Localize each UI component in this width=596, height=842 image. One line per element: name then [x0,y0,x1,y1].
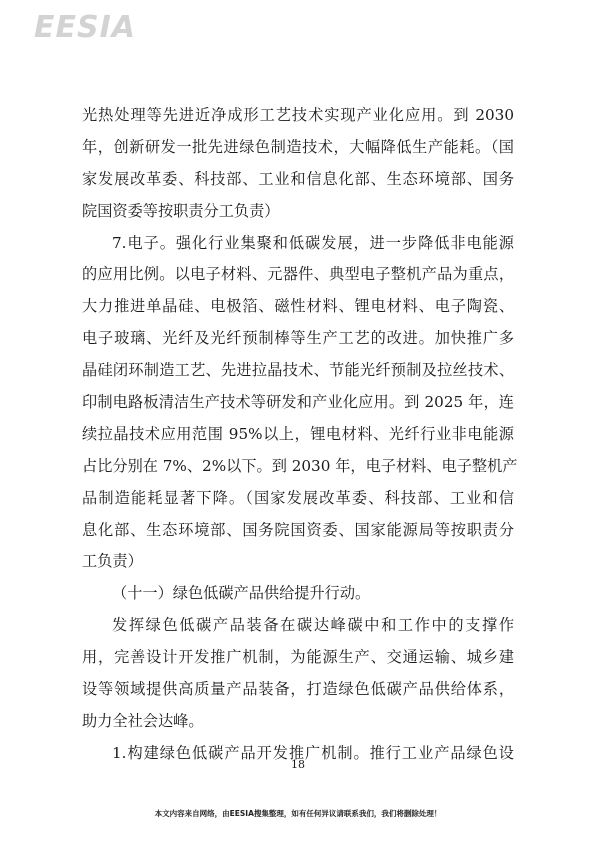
page-number: 18 [291,758,305,771]
text-line: 续拉晶技术应用范围 95%以上，锂电材料、光纤行业非电能源 [82,424,514,443]
text-line: 息化部、生态环境部、国务院国资委、国家能源局等按职责分 [82,520,514,539]
text-line: 大力推进单晶硅、电极箔、磁性材料、锂电材料、电子陶瓷、 [82,297,514,316]
text-line: 1.构建绿色低碳产品开发推广机制。推行工业产品绿色设 [112,743,514,762]
text-line: 印制电路板清洁生产技术等研发和产业化应用。到 2025 年，连 [82,393,514,412]
text-line: 品制造能耗显著下降。（国家发展改革委、科技部、工业和信 [82,488,514,507]
text-line: 助力全社会达峰。 [82,711,204,730]
text-line: 年，创新研发一批先进绿色制造技术，大幅降低生产能耗。（国 [82,137,514,156]
text-line: 的应用比例。以电子材料、元器件、典型电子整机产品为重点， [82,265,514,284]
text-line: 设等领域提供高质量产品装备，打造绿色低碳产品供给体系， [82,680,514,699]
eesia-watermark-logo: EESIA [34,10,136,45]
text-line: 家发展改革委、科技部、工业和信息化部、生态环境部、国务 [82,169,514,188]
text-line: 占比分别在 7%、2%以下。到 2030 年，电子材料、电子整机产 [82,456,518,475]
section-heading: （十一）绿色低碳产品供给提升行动。 [112,584,371,603]
text-line: 院国资委等按职责分工负责） [82,201,280,220]
document-body [82,100,518,770]
text-line: 7.电子。强化行业集聚和低碳发展，进一步降低非电能源 [112,233,514,252]
text-line: 用，完善设计开发推广机制，为能源生产、交通运输、城乡建 [82,648,514,667]
text-line: 光热处理等先进近净成形工艺技术实现产业化应用。到 2030 [82,106,514,124]
text-line: 电子玻璃、光纤及光纤预制棒等生产工艺的改进。加快推广多 [82,329,514,348]
text-line: 发挥绿色低碳产品装备在碳达峰碳中和工作中的支撑作 [112,616,514,635]
text-line: 工负责） [82,552,143,571]
footer-disclaimer: 本文内容来自网络，由EESIA搜集整理，如有任何异议请联系我们，我们将删除处理！ [154,809,442,818]
text-line: 晶硅闭环制造工艺、先进拉晶技术、节能光纤预制及拉丝技术、 [82,361,514,380]
